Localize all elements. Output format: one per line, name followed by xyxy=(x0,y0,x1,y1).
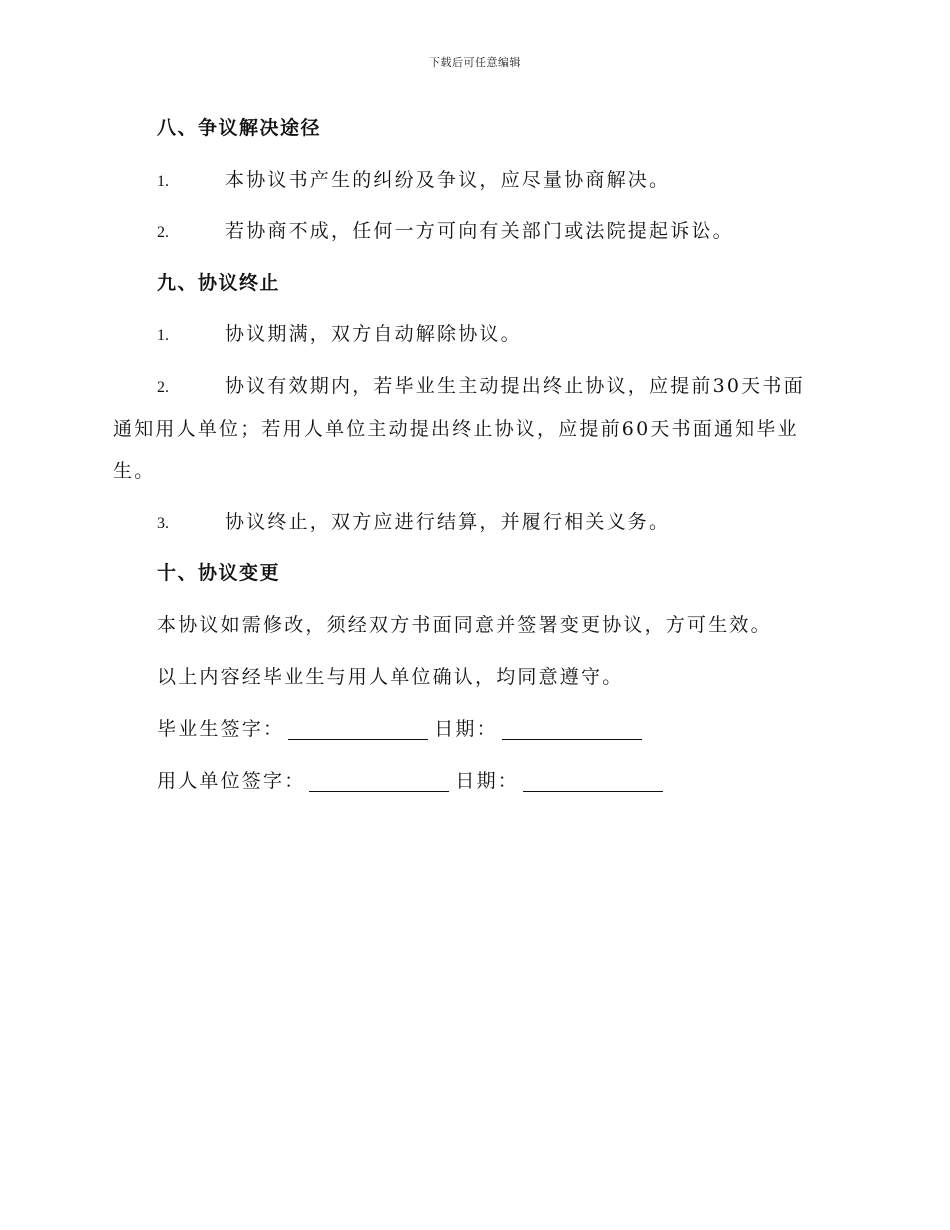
page-header: 下载后可任意编辑 xyxy=(429,56,521,69)
clause-item xyxy=(157,375,805,399)
section-heading-dispute: 八、争议解决途径 xyxy=(157,117,322,139)
clause-item xyxy=(157,220,734,244)
clause-item xyxy=(157,511,670,535)
clause-text: 若协商不成，任何一方可向有关部门或法院提起诉讼。 xyxy=(225,220,734,242)
employer-signature-field[interactable] xyxy=(309,771,449,792)
clause-item xyxy=(157,169,670,193)
graduate-signature-field[interactable] xyxy=(288,719,428,740)
closing-paragraph: 以上内容经毕业生与用人单位确认，均同意遵守。 xyxy=(157,666,624,688)
graduate-signature-row xyxy=(157,718,648,740)
date-label: 日期： xyxy=(455,770,520,792)
clause-text: 本协议书产生的纠纷及争议，应尽量协商解决。 xyxy=(225,169,671,191)
employer-signature-label: 用人单位签字： xyxy=(157,770,306,792)
paragraph: 本协议如需修改，须经双方书面同意并签署变更协议，方可生效。 xyxy=(157,614,772,636)
clause-text-continued: 通知用人单位；若用人单位主动提出终止协议，应提前60天书面通知毕业 xyxy=(113,418,799,440)
section-heading-termination: 九、协议终止 xyxy=(157,272,281,294)
clause-number: 2. xyxy=(157,224,169,241)
clause-item xyxy=(157,323,522,347)
clause-text-continued: 生。 xyxy=(113,460,156,482)
clause-number: 1. xyxy=(157,327,169,344)
clause-text: 协议期满，双方自动解除协议。 xyxy=(225,323,522,345)
employer-date-field[interactable] xyxy=(523,771,663,792)
employer-signature-row xyxy=(157,770,669,792)
clause-text: 协议有效期内，若毕业生主动提出终止协议，应提前30天书面 xyxy=(225,375,805,397)
clause-number: 2. xyxy=(157,379,169,396)
clause-number: 3. xyxy=(157,515,169,532)
section-heading-amendment: 十、协议变更 xyxy=(157,562,281,584)
graduate-date-field[interactable] xyxy=(502,719,642,740)
clause-number: 1. xyxy=(157,173,169,190)
date-label: 日期： xyxy=(434,718,498,740)
graduate-signature-label: 毕业生签字： xyxy=(157,718,285,740)
clause-text: 协议终止，双方应进行结算，并履行相关义务。 xyxy=(225,511,671,533)
